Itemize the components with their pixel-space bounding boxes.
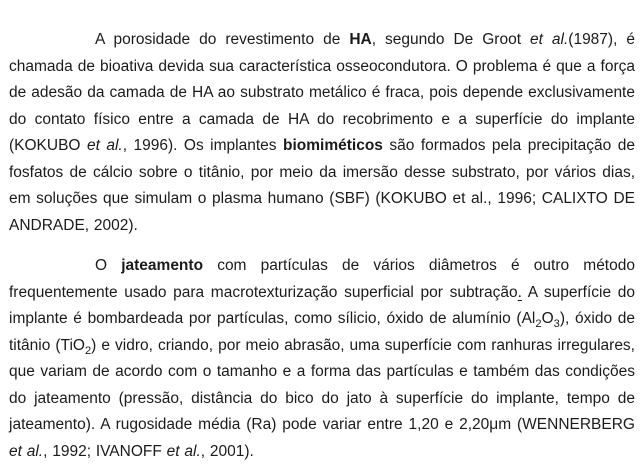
paragraph-jateamento xyxy=(9,253,635,465)
text-run: HA xyxy=(349,31,372,48)
text-run: 2 xyxy=(535,318,542,331)
text-run: 2 xyxy=(84,344,92,357)
text-run: et al. xyxy=(86,137,123,154)
text-run: ), óxido de titânio (TiO xyxy=(9,310,635,354)
text-run: são formados pela precipitação de fosfatos de cálcio sobre o titânio, por meio da imersão desse substrato, por vários dias, em soluções que simulam o plasma humano (SBF) (KOKUBO et al., 1996; CALIXTO DE ANDRADE, 2002). xyxy=(9,137,635,234)
text-run: , segundo De Groot xyxy=(371,31,530,48)
text-run: et al. xyxy=(166,442,201,460)
text-run: (1987), é chamada de bioativa devida sua característica osseocondutora. O problema é que a força de adesão da camada de HA ao substrato metálico é fraca, pois depende exclusivamente do contato físico entre a camada de HA do recobrimento e a superfície do implante (KOKUBO xyxy=(9,31,635,154)
text-run: , 1992; IVANOFF xyxy=(43,442,167,460)
text-run: O xyxy=(541,310,554,327)
text-run: A superfície do implante é bombardeada por partículas, como sílicio, óxido de alumínio (Al xyxy=(9,283,635,327)
text-run: biomiméticos xyxy=(283,137,383,154)
text-run: et al. xyxy=(530,31,569,48)
text-run: 3 xyxy=(553,318,560,331)
text-run: jateamento xyxy=(121,257,204,274)
text-run: O xyxy=(95,257,122,274)
text-run: A porosidade do revestimento de xyxy=(95,31,350,48)
text-run: , 1996). Os implantes xyxy=(122,137,283,154)
text-run: ) e vidro, criando, por meio abrasão, uma superfície com ranhuras irregulares, que variam de acordo com o tamanho e a forma das partículas e também das condições do jateamento (pressão, distância do bico do jato à superfície do implante, tempo de jateamento). A rugosidade média (Ra) pode variar entre 1,20 e 2,20μm (WENNERBERG xyxy=(9,336,635,433)
text-run: , 2001). xyxy=(200,442,254,460)
text-run: com partículas de vários diâmetros é outro método frequentemente usado para macrotexturização superficial por subtração xyxy=(9,257,635,301)
text-run: et al. xyxy=(9,442,44,460)
paragraph-ha-porosity xyxy=(9,27,635,239)
text-run: . xyxy=(517,283,522,301)
